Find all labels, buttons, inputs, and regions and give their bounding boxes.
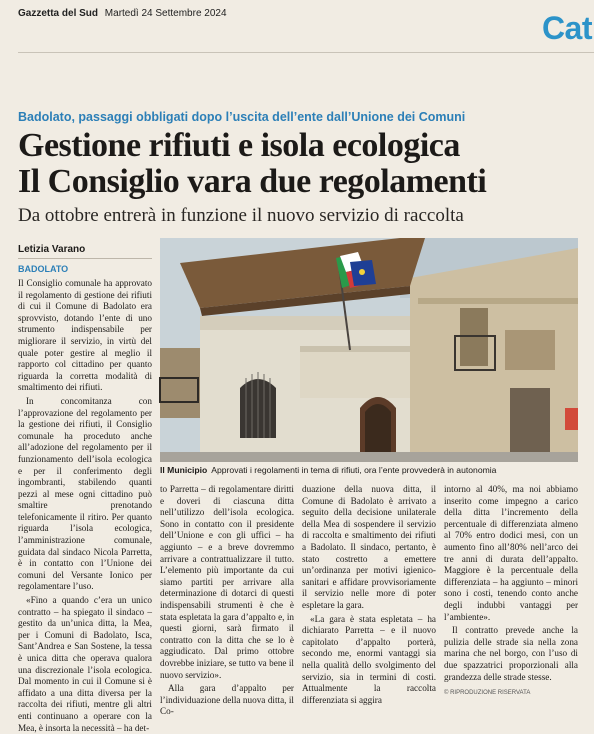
publication-line <box>18 8 227 19</box>
section-label: Cat <box>541 10 592 46</box>
byline-rule <box>18 258 152 259</box>
building-illustration <box>160 238 578 462</box>
article-kicker: Badolato, passaggi obbligati dopo l’uscita dell’ente dall’Unione dei Comuni <box>18 110 466 124</box>
paragraph: Il contratto prevede anche la pulizia delle strade sia nella zona marina che nel borgo, con l’uso di due spazzatrici proporzionali alla grandezza delle strade stesse. <box>444 625 578 682</box>
municipio-photo <box>160 238 578 462</box>
byline: Letizia Varano <box>18 244 86 255</box>
copyright-credit: © RIPRODUZIONE RISERVATA <box>444 690 531 696</box>
masthead <box>18 6 592 46</box>
paragraph: intorno al 40%, ma noi abbiamo inserito come impegno a carico della ditta l’incremento della percentuale di differenziata almeno al 70% entro dodici mesi, con un aumento fino all’80% nell’arco dei tre anni di durata dell’appalto. Maggiore è la percentuale della differenziata – ha aggiunto – minori sono i costi, tenendo conto anche degli indubbi vantaggi per l’ambiente». <box>444 484 578 622</box>
column-1 <box>18 278 152 733</box>
paragraph: In concomitanza con l’approvazione del regolamento per la gestione dei rifiuti, il Consiglio comunale ha proceduto anche all’adozione del regolamento per il funzionamento dell’isola ecologica e per il conferimento degli ingombranti, stabilendo quanti pezzi al mese ogni cittadino può smaltire prenotando telefonicamente il ritiro. Per quanto riguarda l’isola ecologica, l’amministrazione comunale, guidata dal sindaco Nicola Parretta, è in contatto con l’Unione dei comuni del Versante Ionico per regolamentare l’uso. <box>18 395 152 592</box>
paragraph: Alla gara d’appalto per l’individuazione della nuova ditta, il Co- <box>160 683 294 717</box>
masthead-rule <box>18 52 594 53</box>
publication-name: Gazzetta del Sud <box>18 8 99 19</box>
paragraph: Il Consiglio comunale ha approvato il regolamento di gestione dei rifiuti di cui il Comune di Badolato era sprovvisto, dotando l’ente di uno strumento indispensabile per migliorare il servizio, in virtù del quale poter gestire al meglio il rapporto col cittadino per quanto riguarda la corretta modalità di smaltimento dei rifiuti. <box>18 278 152 393</box>
dateline: BADOLATO <box>18 264 69 274</box>
issue-date: Martedì 24 Settembre 2024 <box>104 8 227 19</box>
paragraph: to Parretta – di regolamentare diritti e doveri di ciascuna ditta nell’utilizzo dell’isola ecologica. Sono in contatto con il presidente dell’Unione e con gli uffici – ha aggiunto – e a breve dovremmo arrivare a contrattualizzare il tutto. L’elemento più importante da cui siamo partiti per arrivare alla determinazione di dotarci di questi indispensabili strumenti è che è stata espletata la gara d’appalto e, in questi giorni, sarà firmato il contratto con la ditta che se lo è aggiudicato. Dal primo ottobre dovrebbe iniziare, se tutto va bene il nuovo servizio». <box>160 484 294 680</box>
photo-caption <box>160 465 578 475</box>
column-2 <box>160 484 294 717</box>
paragraph: duazione della nuova ditta, il Comune di Badolato è arrivato a seguito della decisione unilaterale della Mea di sospendere il servizio di raccolta e smaltimento dei rifiuti a Badolato. Il sindaco, pertanto, è stato costretto a emettere un’ordinanza per motivi igienico-sanitari e affidare provvisoriamente il servizio nelle more di poter espletare la gara. <box>302 484 436 610</box>
headline-line-2: Il Consiglio vara due regolamenti <box>18 163 487 200</box>
caption-text: Approvati i regolamenti in tema di rifiuti, ora l’ente provvederà in autonomia <box>211 465 497 475</box>
article-deck: Da ottobre entrerà in funzione il nuovo servizio di raccolta <box>18 205 464 226</box>
caption-label: Il Municipio <box>160 465 208 475</box>
column-4 <box>444 484 578 700</box>
paragraph: «La gara è stata espletata – ha dichiarato Parretta – e il nuovo capitolato d’appalto porterà, secondo me, enormi vantaggi sia nella qualità dello svolgimento del servizio, sia in termini di costi. Attualmente la raccolta differenziata si aggira <box>302 613 436 705</box>
article-headline <box>18 128 486 200</box>
headline-line-1: Gestione rifiuti e isola ecologica <box>18 127 460 164</box>
paragraph: «Fino a quando c’era un unico contratto – ha spiegato il sindaco – gestito da un’unica ditta, la Mea, per i Comuni di Badolato, Isca, Sant’Andrea e San Sostene, la tessa è unica ditta che operava qualora una discrezionale l’isola ecologica. Dal momento in cui il Comune si è affidato a una ditta diversa per la raccolta dei rifiuti, mentre gli altri enti continuano a operare con la Mea, è insorta la necessità – ha det- <box>18 595 152 733</box>
column-3 <box>302 484 436 705</box>
